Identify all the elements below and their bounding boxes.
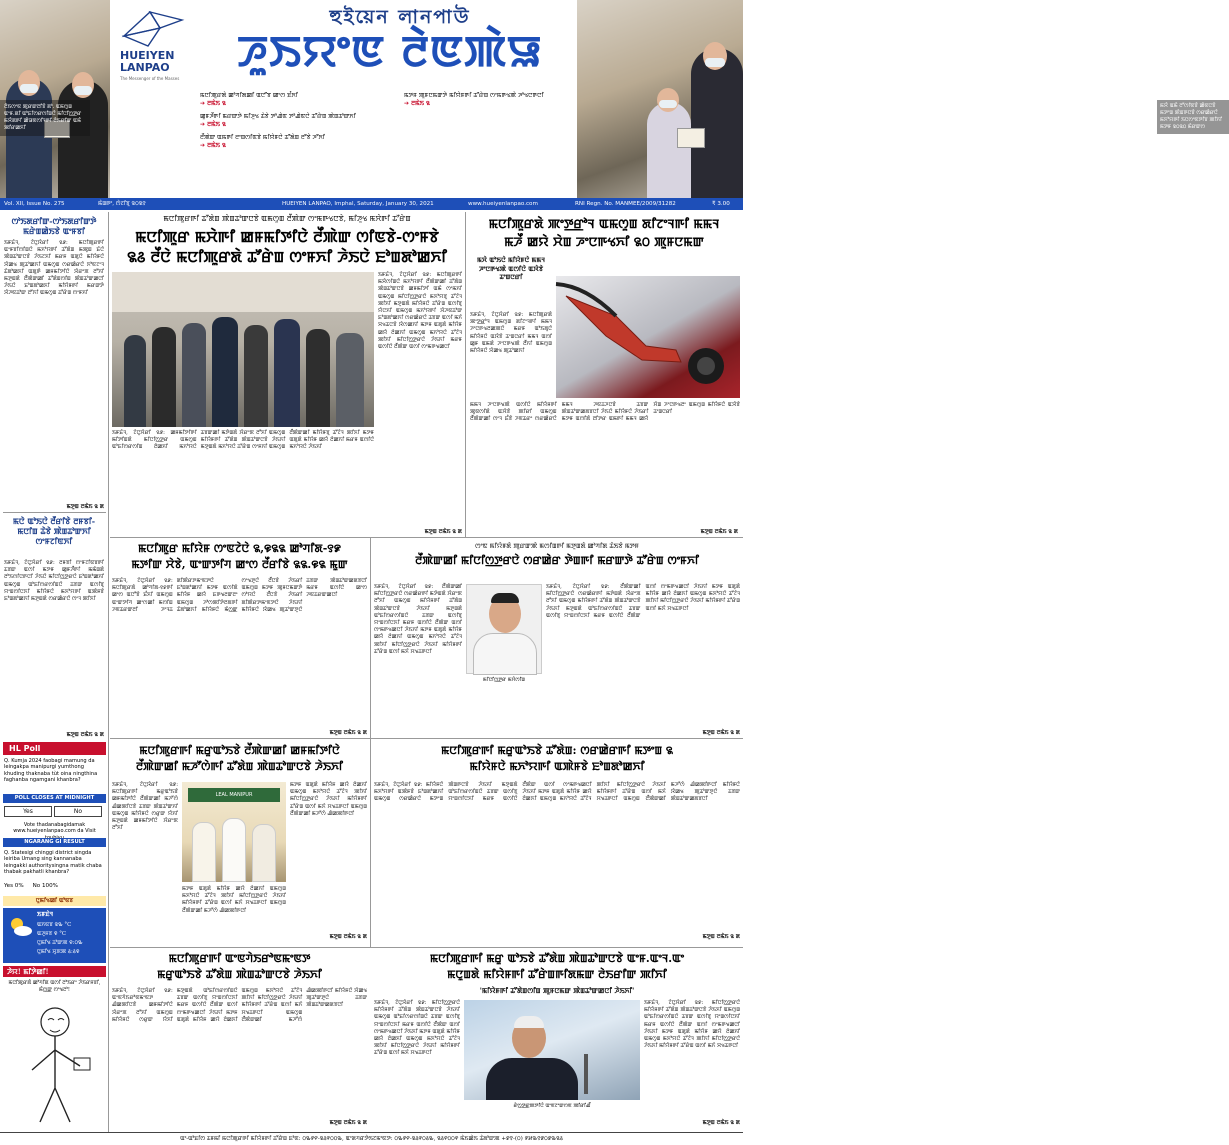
fuel-headline-2[interactable]: ꯃꯍꯩ ꯀꯌꯥ ꯆꯥꯡ ꯍꯦꯅꯒꯠꯈꯤ ꯲꯰ ꯄꯨꯝꯅꯃꯛ [504,234,704,249]
logo-block [110,0,577,198]
weather-max: ꯑꯈꯟꯕ ꯲꯳ °C [37,922,72,928]
person-figure [336,333,364,427]
sun-cloud-icon [7,914,33,940]
microphone-stand [584,1054,588,1094]
minister-caption: ꯃꯤꯅꯤꯁ꯭ꯇꯔ ꯃꯆꯥꯁꯤꯡ [483,677,525,683]
rni-number: RNI Regn. No. MANMEE/2009/31282 [575,201,676,207]
banner-text: LEAL MANIPUR [188,788,280,802]
poll-result-header: NGARANG GI RESULT [3,838,106,847]
dateline: HUEIYEN LANPAO, Imphal, Saturday, January 30, 2021 [282,201,434,207]
title-bengali: হুইয়েন লানপাউ [329,6,471,28]
website-link[interactable]: www.hueiyenlanpao.com [468,201,538,207]
president-body-right: ꯏꯝꯐꯥꯜ, ꯖꯥꯅꯨꯋꯥꯔꯤ ꯲꯹: ꯃꯤꯅꯤꯁ꯭ꯇꯔꯅꯥ ꯃꯤꯌꯥꯝꯒꯤ ꯊꯧꯗꯥꯡ ꯄꯥꯡꯊꯣꯛꯅꯕꯥ ꯍꯥꯏꯈꯤ ꯑꯃꯁꯨꯡ ꯑꯣꯐꯤꯁꯔꯁꯤꯡꯅꯥ ꯊꯕꯛ ꯑꯁꯤꯕꯨ ꯌꯦꯡꯁꯤꯅꯈꯤ ꯃꯔꯝ ꯑꯁꯤꯅꯥ ꯂꯩꯄꯥꯛ ꯑꯁꯤ ꯁꯦꯃꯒꯠꯀꯅꯤ ꯍꯥꯏꯈꯤ ꯃꯇꯝ ꯑꯗꯨꯗꯥ ꯃꯤꯌꯥꯝ ꯀꯌꯥ ꯂꯥꯀꯈꯤ ꯑꯃꯁꯨꯡ ꯃꯈꯣꯌꯅꯥ ꯊꯧꯖꯥꯜ ꯄꯤꯈꯤ ꯃꯤꯅꯤꯁ꯭ꯇꯔꯅꯥ ꯍꯥꯏꯈꯤ ꯃꯤꯌꯥꯝꯒꯤ ꯊꯧꯔꯥꯡ ꯑꯁꯤ ꯃꯈꯥ ꯆꯠꯊꯒꯅꯤ [644,1000,740,1050]
government-body: ꯏꯝꯐꯥꯜ, ꯖꯥꯅꯨꯋꯥꯔꯤ ꯲꯹: ꯃꯤꯌꯥꯝꯅꯥ ꯃꯈꯣꯌꯒꯤ ꯑꯄꯥꯝꯕꯥ ꯐꯣꯡꯗꯣꯀꯈꯤ ꯑꯃꯁꯨꯡ ꯁꯔꯀꯥꯔꯅꯥ ꯃꯇꯦꯡ ꯄꯥꯡꯒꯅꯕꯥ ꯍꯥꯏꯈꯤ ꯃꯇꯨꯡꯗꯥ ꯑꯣꯐꯤꯁꯔꯁꯤꯡꯅꯥ ꯊꯕꯛ ꯑꯁꯤꯕꯨ ꯌꯦꯡꯁꯤꯅꯈꯤ ꯃꯔꯝ ꯑꯁꯤꯅꯥ ꯂꯩꯄꯥꯛ ꯑꯁꯤ ꯁꯦꯃꯒꯠꯀꯅꯤ ꯍꯥꯏꯈꯤ ꯃꯇꯝ ꯑꯗꯨꯗꯥ ꯃꯤꯌꯥꯝ ꯀꯌꯥ ꯂꯥꯀꯈꯤ ꯑꯃꯁꯨꯡ ꯃꯈꯣꯌꯅꯥ ꯊꯧꯖꯥꯜ ꯄꯤꯈꯤ ꯃꯤꯅꯤꯁ꯭ꯇꯔꯅꯥ ꯍꯥꯏꯈꯤ ꯃꯤꯌꯥꯝꯒꯤ ꯊꯧꯔꯥꯡ ꯑꯁꯤ ꯃꯈꯥ ꯆꯠꯊꯒꯅꯤ ꯑꯃꯁꯨꯡ ꯂꯩꯄꯥꯛꯀꯤ ꯃꯍꯧꯁꯥ ꯉꯥꯀꯄꯤꯒꯅꯤ ꯃꯤꯌꯥꯝꯅꯥ ꯋꯥꯀꯠ ꯄꯨꯊꯣꯛꯇꯨꯅꯥ ꯊꯕꯛ ꯄꯥꯡꯊꯣꯛꯀꯗꯕꯅꯤ [374,782,740,803]
face-mask [659,100,677,108]
continued-label[interactable]: ꯃꯇꯨꯡ ꯂꯃꯥꯏ ꯲ ꯗ [66,732,104,738]
president-body-left: ꯏꯝꯐꯥꯜ, ꯖꯥꯅꯨꯋꯥꯔꯤ ꯲꯹: ꯃꯤꯅꯤꯁ꯭ꯇꯔꯅꯥ ꯃꯤꯌꯥꯝꯒꯤ ꯊꯧꯗꯥꯡ ꯄꯥꯡꯊꯣꯛꯅꯕꯥ ꯍꯥꯏꯈꯤ ꯑꯃꯁꯨꯡ ꯑꯣꯐꯤꯁꯔꯁꯤꯡꯅꯥ ꯊꯕꯛ ꯑꯁꯤꯕꯨ ꯌꯦꯡꯁꯤꯅꯈꯤ ꯃꯔꯝ ꯑꯁꯤꯅꯥ ꯂꯩꯄꯥꯛ ꯑꯁꯤ ꯁꯦꯃꯒꯠꯀꯅꯤ ꯍꯥꯏꯈꯤ ꯃꯇꯝ ꯑꯗꯨꯗꯥ ꯃꯤꯌꯥꯝ ꯀꯌꯥ ꯂꯥꯀꯈꯤ ꯑꯃꯁꯨꯡ ꯃꯈꯣꯌꯅꯥ ꯊꯧꯖꯥꯜ ꯄꯤꯈꯤ ꯃꯤꯅꯤꯁ꯭ꯇꯔꯅꯥ ꯍꯥꯏꯈꯤ ꯃꯤꯌꯥꯝꯒꯤ ꯊꯧꯔꯥꯡ ꯑꯁꯤ ꯃꯈꯥ ꯆꯠꯊꯒꯅꯤ [374,1000,460,1057]
fuel-body: ꯃꯃꯜ ꯍꯦꯅꯒꯠꯄꯥ ꯑꯁꯤꯅꯥ ꯃꯤꯌꯥꯝꯒꯤ ꯄꯨꯟꯁꯤꯗꯥ ꯑꯋꯥꯕꯥ ꯄꯤꯔꯤ ꯑꯃꯁꯨꯡ ꯂꯩꯄꯥꯛꯀꯤ ꯁꯦꯜ ꯐꯪꯕꯥ ꯍꯟꯊꯔꯦ ꯁꯔꯀꯥꯔꯅꯥ ꯃꯃꯜ ꯍꯟꯊꯍꯅꯕꯥ ꯊꯕꯛ ꯄꯥꯡꯊꯣꯛꯀꯗꯕꯅꯤ ꯍꯥꯏꯅꯥ ꯃꯤꯌꯥꯝꯅꯥ ꯍꯥꯏꯔꯤ ꯃꯇꯝ ꯑꯁꯤꯗꯥ ꯂꯤꯇꯔ ꯑꯃꯒꯤ ꯃꯃꯜ ꯀꯌꯥ ꯆꯥꯡ ꯍꯦꯅꯒꯠꯂꯦ ꯑꯃꯁꯨꯡ ꯃꯤꯌꯥꯝꯅꯥ ꯑꯋꯥꯕꯥ ꯊꯦꯡꯅꯔꯤ [470,402,740,423]
origami-bird-icon [120,6,186,50]
committee-body-right: ꯃꯇꯝ ꯑꯗꯨꯗꯥ ꯃꯤꯌꯥꯝ ꯀꯌꯥ ꯂꯥꯀꯈꯤ ꯑꯃꯁꯨꯡ ꯃꯈꯣꯌꯅꯥ ꯊꯧꯖꯥꯜ ꯄꯤꯈꯤ ꯃꯤꯅꯤꯁ꯭ꯇꯔꯅꯥ ꯍꯥꯏꯈꯤ ꯃꯤꯌꯥꯝꯒꯤ ꯊꯧꯔꯥꯡ ꯑꯁꯤ ꯃꯈꯥ ꯆꯠꯊꯒꯅꯤ ꯑꯃꯁꯨꯡ ꯂꯩꯄꯥꯛꯀꯤ ꯃꯍꯧꯁꯥ ꯉꯥꯀꯄꯤꯒꯅꯤ [290,782,367,817]
fuel-headline-1[interactable]: ꯃꯅꯤꯄꯨꯔꯗꯥ ꯄꯦꯇ꯭ꯔꯣꯜ ꯑꯃꯁꯨꯡ ꯗꯤꯖꯦꯜꯒꯤ ꯃꯃꯜ [488,216,720,231]
teaser-item[interactable] [200,113,398,129]
poll-result-no: No 100% [32,883,58,889]
weather-min: ꯑꯍꯨꯝꯕ ꯶ °C [37,931,67,937]
covid-headline-1[interactable]: ꯃꯅꯤꯄꯨꯔ ꯃꯤꯌꯥꯝ ꯁꯦꯟꯖꯥꯅꯥ ꯲,꯶꯲꯲ ꯀꯣꯚꯤꯗ-꯱꯹ [138,542,341,555]
face-mask [705,58,725,67]
story-body: ꯏꯝꯐꯥꯜ, ꯖꯥꯅꯨꯋꯥꯔꯤ ꯲꯹: ꯂꯝꯕꯤ ꯁꯦꯝꯖꯤꯟꯕꯒꯤ ꯊꯕꯛ ꯑꯁꯤ ꯃꯇꯝ ꯀꯨꯝꯍꯩꯒꯤ ꯃꯃꯥꯡꯗꯥ ꯂꯣꯏꯁꯤꯅꯒꯅꯤ ꯍꯥꯏꯅꯥ ꯃꯤꯅꯤꯁ꯭ꯇꯔꯅꯥ ꯐꯣꯡꯗꯣꯀꯈꯤ ꯑꯃꯁꯨꯡ ꯑꯣꯐꯤꯁꯔꯁꯤꯡꯅꯥ ꯊꯕꯛ ꯑꯁꯤꯕꯨ ꯌꯦꯡꯁꯤꯅꯈꯤ ꯃꯤꯌꯥꯝꯅꯥ ꯃꯈꯣꯌꯒꯤ ꯑꯄꯥꯝꯕꯥ ꯐꯣꯡꯗꯣꯀꯈꯤ ꯃꯇꯨꯡꯗꯥ ꯁꯔꯀꯥꯔꯅꯥ ꯁꯦꯜ ꯄꯤꯈꯤ [4,560,104,603]
teaser-right: ꯃꯆꯥ ꯑꯃꯥ ꯂꯧꯁꯤꯟꯕꯥ ꯀꯥꯟꯅꯕꯥ ꯃꯇꯦꯡ ꯄꯥꯡꯒꯅꯕꯥ ꯁꯔꯀꯥꯔꯅꯥ ꯃꯈꯣꯌꯒꯤ ꯏꯅꯁꯦꯟꯇꯤꯕ ꯄꯤꯈꯤ ꯃꯇꯝ ꯲꯰꯲꯰ ꯃꯥꯔꯛꯁ [1157,100,1229,134]
story-body: ꯏꯝꯐꯥꯜ, ꯖꯥꯅꯨꯋꯥꯔꯤ ꯲꯹: ꯃꯅꯤꯄꯨꯔꯒꯤ ꯑꯦꯝꯕꯤꯁꯤꯡꯅꯥ ꯃꯈꯣꯌꯒꯤ ꯊꯧꯗꯥꯡ ꯃꯄꯨꯡ ꯐꯥꯅꯥ ꯄꯥꯡꯊꯣꯛꯅꯕꯥ ꯍꯥꯏꯖꯈꯤ ꯃꯔꯝ ꯑꯗꯨꯅꯥ ꯃꯤꯌꯥꯝꯅꯥ ꯋꯥꯀꯠ ꯄꯨꯊꯣꯀꯈꯤ ꯑꯃꯁꯨꯡ ꯁꯔꯀꯥꯔꯅꯥ ꯈꯣꯟꯖꯦꯜ ꯊꯥꯗꯣꯀꯈꯤ ꯑꯗꯨꯒꯥ ꯀꯝꯃꯤꯇꯤꯅꯥ ꯋꯥꯔꯦꯞ ꯂꯧꯈꯤ ꯃꯇꯨꯡꯗꯥ ꯂꯩꯄꯥꯛꯀꯤ ꯊꯧꯗꯥꯡꯁꯤꯡ ꯄꯥꯡꯊꯣꯛꯀꯅꯤ ꯍꯥꯏꯅꯥ ꯐꯣꯡꯗꯣꯀꯈꯤ ꯃꯤꯌꯥꯝꯒꯤ ꯃꯔꯛꯇꯥ ꯋꯥꯍꯟꯊꯣꯛ ꯂꯧꯈꯤ ꯑꯃꯁꯨꯡ ꯊꯧꯔꯥꯡ ꯁꯦꯝꯈꯤ [4,240,104,297]
teaser-see-page: ➔ ꯂꯃꯥꯏ ꯲ [200,142,226,149]
committee-headline-1[interactable]: ꯃꯅꯤꯄꯨꯔꯒꯤ ꯃꯔꯨꯑꯣꯏꯕꯥ ꯂꯩꯄꯥꯛꯀꯤ ꯀꯝꯃꯤꯇꯤꯅꯥ [139,744,340,757]
environment-headline-1[interactable]: ꯃꯅꯤꯄꯨꯔꯒꯤ ꯑꯦꯟꯚꯥꯏꯔꯣꯟꯃꯦꯟꯇ [168,952,311,965]
teaser-item[interactable] [404,92,574,108]
cartoon-figure-icon [10,1000,100,1128]
column-divider [465,212,466,537]
lead-body-bottom: ꯏꯝꯐꯥꯜ, ꯖꯥꯅꯨꯋꯥꯔꯤ ꯲꯹: ꯀꯝꯃꯤꯇꯤꯒꯤ ꯃꯤꯇꯤꯡꯗꯥ ꯃꯤꯅꯤꯁ꯭ꯇꯔ ꯑꯃꯁꯨꯡ ꯑꯣꯐꯤꯁꯔꯁꯤꯡ ꯂꯥꯀꯈꯤ ꯃꯈꯣꯌꯅꯥ ꯊꯕꯛꯀꯤ ꯃꯇꯥꯡꯗꯥ ꯋꯥꯔꯦꯞ ꯂꯧꯈꯤ ꯑꯃꯁꯨꯡ ꯃꯤꯌꯥꯝꯒꯤ ꯊꯧꯗꯥꯡ ꯄꯥꯡꯊꯣꯛꯅꯕꯥ ꯍꯥꯏꯈꯤ ꯃꯇꯨꯡꯗꯥ ꯃꯈꯣꯌꯅꯥ ꯊꯧꯔꯥꯡ ꯁꯦꯝꯈꯤ ꯑꯃꯁꯨꯡ ꯂꯩꯄꯥꯛꯀꯤ ꯃꯤꯌꯥꯝꯕꯨ ꯊꯧꯖꯥꯜ ꯄꯤꯈꯤ ꯃꯇꯝ ꯑꯗꯨꯗꯥ ꯃꯤꯌꯥꯝ ꯀꯌꯥ ꯂꯥꯀꯈꯤ ꯃꯔꯝ ꯑꯁꯤꯅꯥ ꯃꯈꯣꯌꯅꯥ ꯍꯥꯏꯈꯤ [112,430,374,451]
person-figure [647,102,691,198]
minister-body-right: ꯏꯝꯐꯥꯜ, ꯖꯥꯅꯨꯋꯥꯔꯤ ꯲꯹: ꯂꯩꯄꯥꯛꯀꯤ ꯃꯤꯅꯤꯁ꯭ꯇꯔꯅꯥ ꯁꯔꯀꯥꯔꯒꯤ ꯃꯇꯥꯡꯗꯥ ꯋꯥꯔꯦꯞ ꯂꯧꯈꯤ ꯑꯃꯁꯨꯡ ꯃꯤꯌꯥꯝꯒꯤ ꯊꯧꯗꯥꯡ ꯄꯥꯡꯊꯣꯛꯅꯕꯥ ꯍꯥꯏꯈꯤ ꯃꯇꯨꯡꯗꯥ ꯑꯣꯐꯤꯁꯔꯁꯤꯡꯅꯥ ꯊꯕꯛ ꯑꯁꯤꯕꯨ ꯌꯦꯡꯁꯤꯅꯈꯤ ꯃꯔꯝ ꯑꯁꯤꯅꯥ ꯂꯩꯄꯥꯛ ꯑꯁꯤ ꯁꯦꯃꯒꯠꯀꯅꯤ ꯍꯥꯏꯈꯤ ꯃꯇꯝ ꯑꯗꯨꯗꯥ ꯃꯤꯌꯥꯝ ꯀꯌꯥ ꯂꯥꯀꯈꯤ ꯑꯃꯁꯨꯡ ꯃꯈꯣꯌꯅꯥ ꯊꯧꯖꯥꯜ ꯄꯤꯈꯤ ꯃꯤꯅꯤꯁ꯭ꯇꯔꯅꯥ ꯍꯥꯏꯈꯤ ꯃꯤꯌꯥꯝꯒꯤ ꯊꯧꯔꯥꯡ ꯑꯁꯤ ꯃꯈꯥ ꯆꯠꯊꯒꯅꯤ [546,584,740,619]
minister-kicker: ꯁꯦꯟ ꯃꯤꯌꯥꯝꯗꯥ ꯄꯨꯔꯛꯄꯥ ꯃꯁꯤꯡꯒꯤ ꯃꯇꯨꯡꯗꯥ ꯀꯣꯚꯤꯗ ꯊꯥꯏꯕꯥ ꯃꯇꯝ [475,542,639,550]
photo-tent [112,272,374,312]
continued-label[interactable]: ꯃꯇꯨꯡ ꯂꯃꯥꯏ ꯲ ꯗ [702,934,740,940]
lead-kicker: ꯃꯅꯤꯄꯨꯔꯒꯤ ꯊꯧꯗꯥꯡ ꯄꯥꯡꯊꯣꯛꯅꯕꯥ ꯑꯃꯁꯨꯡ ꯂꯩꯄꯥꯛ ꯁꯦꯃꯒꯠꯅꯕꯥ, ꯃꯤꯍꯨꯠ ꯃꯆꯥꯒꯤ ꯊꯧꯔꯥꯡ [163,214,411,223]
person-figure [6,78,52,198]
teaser-left: ꯂꯥꯏꯁꯦꯟ ꯄꯨꯔꯛꯂꯤꯕꯥ ꯗꯣ. ꯑꯃꯁꯨꯡ ꯑꯦꯝ.ꯗꯤ ꯑꯣꯐꯤꯁꯔꯁꯤꯡꯅꯥ ꯃꯤꯅꯤꯁ꯭ꯇꯔ ꯃꯆꯥꯗꯒꯤ ꯀꯥꯎꯟꯁꯤꯜꯒꯤ ꯂꯥꯏꯔꯤꯛ ꯑꯃꯥ ꯄꯤꯔꯀꯈꯤ [0,100,90,136]
teaser-item[interactable] [200,134,398,150]
poll-yes-option[interactable]: Yes [4,806,52,817]
person-figure [244,325,268,427]
person-figure [306,329,330,427]
person-figure [274,319,300,427]
environment-body: ꯏꯝꯐꯥꯜ, ꯖꯥꯅꯨꯋꯥꯔꯤ ꯲꯹: ꯑꯦꯟꯚꯥꯏꯔꯣꯟꯃꯦꯟꯇ ꯉꯥꯀꯄꯤꯅꯕꯥ ꯀꯝꯃꯤꯇꯤꯅꯥ ꯋꯥꯔꯦꯞ ꯂꯧꯈꯤ ꯑꯃꯁꯨꯡ ꯃꯤꯌꯥꯝꯅꯥ ꯁꯔꯨꯛ ꯌꯥꯈꯤ ꯃꯇꯨꯡꯗꯥ ꯑꯣꯐꯤꯁꯔꯁꯤꯡꯅꯥ ꯊꯕꯛ ꯑꯁꯤꯕꯨ ꯌꯦꯡꯁꯤꯅꯈꯤ ꯃꯔꯝ ꯑꯁꯤꯅꯥ ꯂꯩꯄꯥꯛ ꯑꯁꯤ ꯁꯦꯃꯒꯠꯀꯅꯤ ꯍꯥꯏꯈꯤ ꯃꯇꯝ ꯑꯗꯨꯗꯥ ꯃꯤꯌꯥꯝ ꯀꯌꯥ ꯂꯥꯀꯈꯤ ꯑꯃꯁꯨꯡ ꯃꯈꯣꯌꯅꯥ ꯊꯧꯖꯥꯜ ꯄꯤꯈꯤ ꯃꯤꯅꯤꯁ꯭ꯇꯔꯅꯥ ꯍꯥꯏꯈꯤ ꯃꯤꯌꯥꯝꯒꯤ ꯊꯧꯔꯥꯡ ꯑꯁꯤ ꯃꯈꯥ ꯆꯠꯊꯒꯅꯤ ꯑꯃꯁꯨꯡ ꯂꯩꯄꯥꯛꯀꯤ ꯃꯍꯧꯁꯥ ꯉꯥꯀꯄꯤꯒꯅꯤ ꯃꯤꯌꯥꯝꯅꯥ ꯋꯥꯀꯠ ꯄꯨꯊꯣꯛꯇꯨꯅꯥ ꯊꯕꯛ ꯄꯥꯡꯊꯣꯛꯀꯗꯕꯅꯤ [112,988,367,1023]
row-divider [110,738,743,739]
committee-body-bottom: ꯃꯇꯝ ꯑꯗꯨꯗꯥ ꯃꯤꯌꯥꯝ ꯀꯌꯥ ꯂꯥꯀꯈꯤ ꯑꯃꯁꯨꯡ ꯃꯈꯣꯌꯅꯥ ꯊꯧꯖꯥꯜ ꯄꯤꯈꯤ ꯃꯤꯅꯤꯁ꯭ꯇꯔꯅꯥ ꯍꯥꯏꯈꯤ ꯃꯤꯌꯥꯝꯒꯤ ꯊꯧꯔꯥꯡ ꯑꯁꯤ ꯃꯈꯥ ꯆꯠꯊꯒꯅꯤ ꯑꯃꯁꯨꯡ ꯂꯩꯄꯥꯛꯀꯤ ꯃꯍꯧꯁꯥ ꯉꯥꯀꯄꯤꯒꯅꯤ [182,886,286,914]
continued-label[interactable]: ꯃꯇꯨꯡ ꯂꯃꯥꯏ ꯲ ꯗ [700,529,738,535]
brand-tagline: The Messenger of the Masses [120,76,180,81]
column-divider [370,537,371,947]
continued-label[interactable]: ꯃꯇꯨꯡ ꯂꯃꯥꯏ ꯲ ꯗ [702,1120,740,1126]
masthead [0,0,1223,198]
continued-label[interactable]: ꯃꯇꯨꯡ ꯂꯃꯥꯏ ꯲ ꯗ [66,504,104,510]
teaser-see-page: ➔ ꯂꯃꯥꯏ ꯲ [404,100,430,107]
continued-label[interactable]: ꯃꯇꯨꯡ ꯂꯃꯥꯏ ꯲ ꯗ [329,730,367,736]
sunrise-time: ꯅꯨꯃꯤꯠ ꯊꯣꯛꯄ ꯶:꯰꯳ [37,940,83,946]
continued-label[interactable]: ꯃꯇꯨꯡ ꯂꯃꯥꯏ ꯲ ꯗ [424,529,462,535]
fuel-nozzle-icon [556,276,740,398]
weather-location: ꯏꯝꯐꯥꯜ [37,911,54,918]
poll-no-option[interactable]: No [54,806,102,817]
divider [3,512,106,513]
government-headline-1[interactable]: ꯃꯅꯤꯄꯨꯔꯒꯤ ꯃꯔꯨꯑꯣꯏꯕꯥ ꯊꯧꯗꯥꯡ: ꯁꯔꯀꯥꯔꯒꯤ ꯃꯇꯦꯡ ꯲ [440,744,674,757]
government-headline-2[interactable]: ꯃꯤꯌꯥꯝꯅꯥ ꯃꯈꯣꯌꯒꯤ ꯑꯄꯥꯝꯕꯥ ꯐꯣꯡꯗꯣꯀꯈꯤ [469,760,645,773]
masthead-photo-left [0,0,110,198]
poll-vote-instruction[interactable]: Vote thadanabagidamak www.hueiyenlanpao.com da Visit [13,822,96,835]
face-mask [20,84,38,93]
person-figure [691,48,743,198]
price: ₹ 3.00 [712,201,730,207]
teaser-text: ꯃꯇꯝ ꯄꯨꯝꯅꯃꯛꯇꯥ ꯃꯤꯌꯥꯝꯒꯤ ꯊꯧꯔꯥꯡ ꯁꯦꯃꯒꯠꯄꯥ ꯍꯣꯠꯅꯒꯅꯤ [404,92,544,99]
row-divider [110,537,743,538]
covid-headline-2[interactable]: ꯃꯇꯤꯛ ꯆꯥꯕꯥ, ꯑꯦꯛꯇꯤꯚ ꯀꯦꯁ ꯂꯩꯔꯤꯕꯥ ꯲꯲.꯶꯲ ꯃꯨꯛ [131,558,348,571]
president-photo [464,1000,640,1100]
president-caption: ꯔꯥꯁ꯭ꯇ꯭ꯔꯄꯇꯤꯅꯥ ꯑꯦꯟꯖꯦꯛꯁꯟ ꯄꯤꯔꯤꯉꯩ [513,1103,591,1109]
president-headline-2[interactable]: ꯃꯅꯨꯡꯗꯥ ꯃꯤꯌꯥꯝꯒꯤ ꯊꯧꯔꯥꯡꯒꯤꯗꯃꯛ ꯂꯥꯏꯔꯤꯛ ꯄꯤꯈꯤ [447,968,667,981]
continued-label[interactable]: ꯃꯇꯨꯡ ꯂꯃꯥꯏ ꯲ ꯗ [329,1120,367,1126]
certificate [677,128,705,148]
continued-label[interactable]: ꯃꯇꯨꯡ ꯂꯃꯥꯏ ꯲ ꯗ [329,934,367,940]
poll-result-question: Q. Statesigi chinggi district singda leiriba Umang sing kannanaba leingakki authoritysingna matik chaba thabak pakhatli khanbra? [4,850,102,876]
poll-closes-banner: POLL CLOSES AT MIDNIGHT [3,794,106,803]
portrait-body [473,633,537,675]
person-figure [192,822,216,882]
local-date: ꯃꯥꯡꯒꯦ, ꯁꯥꯖꯤꯕꯨ ꯲꯰꯲꯱ [98,201,146,207]
person-figure [222,818,246,882]
lead-headline-1[interactable]: ꯃꯅꯤꯄꯨꯔ ꯃꯆꯥꯒꯤ ꯀꯝꯃꯤꯇꯤꯅꯥ ꯂꯩꯄꯥꯛ ꯁꯤꯟꯕꯥ-ꯁꯦꯝꯕꯥ [135,228,439,246]
story-headline[interactable]: ꯁꯣꯏꯗꯔꯤꯛ-ꯁꯣꯏꯗꯔꯤꯛꯇꯥ ꯃꯔꯥꯡꯀꯥꯏꯕꯥ ꯑꯦꯝꯕꯤ [11,216,97,236]
person-figure [252,824,276,882]
teaser-text: ꯀꯨꯝꯍꯩꯒꯤ ꯃꯔꯛꯇꯥ ꯃꯤꯍꯨꯠ ꯊꯥꯕꯥ ꯇꯣꯉꯥꯟ ꯇꯣꯉꯥꯟꯅꯥ ꯊꯧꯔꯥꯡ ꯄꯥꯡꯊꯣꯛꯈꯤ [200,113,356,120]
poll-question: Q. Kumja 2024 faobagi mamung da leingakpa manipurgi yumthong khuding thaknaba tùt oina ningthina faghanba ngamgani khanbra? [4,758,98,784]
person-figure [152,327,176,427]
fuel-pump-photo [556,276,740,398]
committee-body-left: ꯏꯝꯐꯥꯜ, ꯖꯥꯅꯨꯋꯥꯔꯤ ꯲꯹: ꯃꯅꯤꯄꯨꯔꯒꯤ ꯃꯔꯨꯑꯣꯏꯕꯥ ꯀꯝꯃꯤꯇꯤꯅꯥ ꯂꯩꯄꯥꯛꯀꯤ ꯃꯍꯧꯁꯥ ꯉꯥꯀꯄꯤꯅꯕꯥ ꯊꯕꯛ ꯄꯥꯡꯊꯣꯛꯈꯤ ꯑꯃꯁꯨꯡ ꯃꯤꯌꯥꯝꯅꯥ ꯁꯔꯨꯛ ꯌꯥꯈꯤ ꯃꯇꯨꯡꯗꯥ ꯀꯝꯃꯤꯇꯤꯅꯥ ꯋꯥꯔꯦꯞ ꯂꯧꯈꯤ [112,782,178,832]
teaser-see-page: ➔ ꯂꯃꯥꯏ ꯲ [200,121,226,128]
committee-photo [182,782,286,882]
masthead-photo-right [577,0,1223,198]
lead-photo [112,272,374,427]
poll-header: HL Poll [3,742,106,755]
teaser-text: ꯂꯩꯄꯥꯛ ꯑꯃꯒꯤ ꯂꯦꯡꯁꯤꯟꯕꯥ ꯃꯤꯌꯥꯝꯅꯥ ꯊꯧꯗꯥꯡ ꯂꯧꯕꯥ ꯍꯧꯈꯤ [200,134,325,141]
weather-box [3,908,106,963]
person-figure [212,317,238,427]
story-headline[interactable]: ꯃꯅꯥ ꯑꯣꯏꯅꯥ ꯂꯩꯔꯤꯕꯥ ꯂꯝꯕꯤ-ꯃꯅꯤꯡ ꯊꯥꯕꯥ ꯄꯥꯡꯊꯣꯛꯈꯤ ꯁꯦꯝꯖꯤꯟꯈꯤ [12,516,96,546]
committee-headline-2[interactable]: ꯂꯩꯄꯥꯛꯀꯤ ꯃꯍꯧꯁꯥꯒꯤ ꯊꯧꯗꯥꯡ ꯄꯥꯡꯊꯣꯛꯅꯕꯥ ꯍꯥꯏꯈꯤ [136,760,343,773]
fuel-body-left: ꯏꯝꯐꯥꯜ, ꯖꯥꯅꯨꯋꯥꯔꯤ ꯲꯹: ꯃꯅꯤꯄꯨꯔꯗꯥ ꯄꯦꯇ꯭ꯔꯣꯜ ꯑꯃꯁꯨꯡ ꯗꯤꯖꯦꯜꯒꯤ ꯃꯃꯜ ꯍꯦꯅꯒꯠꯂꯀꯄꯅꯥ ꯃꯔꯝ ꯑꯣꯏꯗꯨꯅꯥ ꯃꯤꯌꯥꯝꯅꯥ ꯑꯋꯥꯕꯥ ꯊꯦꯡꯅꯔꯤ ꯃꯃꯜ ꯑꯁꯤ ꯀꯨꯝ ꯑꯃꯗꯥ ꯍꯦꯅꯒꯠꯄꯥ ꯂꯩꯈꯤ ꯑꯃꯁꯨꯡ ꯃꯤꯌꯥꯝꯅꯥ ꯋꯥꯀꯠ ꯄꯨꯊꯣꯀꯈꯤ [470,312,552,355]
person-hair [514,1016,544,1028]
lead-body-right: ꯏꯝꯐꯥꯜ, ꯖꯥꯅꯨꯋꯥꯔꯤ ꯲꯹: ꯃꯅꯤꯄꯨꯔꯒꯤ ꯃꯆꯥꯁꯤꯡꯅꯥ ꯃꯈꯣꯌꯒꯤ ꯂꯩꯄꯥꯛꯀꯤ ꯊꯧꯗꯥꯡ ꯄꯥꯡꯊꯣꯛꯅꯕꯥ ꯀꯝꯃꯤꯇꯤ ꯑꯃꯥ ꯁꯦꯃꯈꯤ ꯑꯃꯁꯨꯡ ꯃꯤꯅꯤꯁ꯭ꯇꯔꯅꯥ ꯃꯈꯣꯌꯕꯨ ꯊꯧꯖꯥꯜ ꯄꯤꯈꯤ ꯃꯇꯨꯡꯗꯥ ꯃꯤꯌꯥꯝꯅꯥ ꯊꯧꯔꯥꯡ ꯑꯁꯤꯕꯨ ꯌꯥꯅꯈꯤ ꯑꯃꯁꯨꯡ ꯃꯈꯣꯌꯒꯤ ꯋꯥꯍꯟꯊꯣꯛ ꯐꯣꯡꯗꯣꯀꯈꯤ ꯁꯔꯀꯥꯔꯅꯥ ꯊꯕꯛ ꯑꯁꯤ ꯃꯈꯥ ꯆꯠꯊꯅꯕꯥ ꯋꯥꯁꯀꯈꯤ ꯃꯇꯝ ꯑꯗꯨꯗꯥ ꯃꯤꯌꯥꯝ ꯀꯌꯥ ꯂꯥꯀꯈꯤ ꯑꯃꯁꯨꯡ ꯃꯈꯣꯌꯅꯥ ꯊꯧꯖꯥꯜ ꯄꯤꯈꯤ ꯃꯤꯅꯤꯁ꯭ꯇꯔꯅꯥ ꯍꯥꯏꯈꯤ ꯃꯔꯝ ꯑꯁꯤꯅꯥ ꯂꯩꯄꯥꯛ ꯑꯁꯤ ꯁꯦꯃꯒꯠꯀꯅꯤ [378,272,462,351]
page-footer: ꯑꯦ-ꯑꯣꯐꯤꯁ ꯊꯝꯃꯤ ꯃꯅꯤꯄꯨꯔꯒꯤ ꯃꯤꯌꯥꯝꯒꯤ ꯊꯧꯔꯥꯡ ꯐꯣꯟ: ꯰꯳꯸꯵-꯲꯴꯵꯰꯰꯳, ꯑꯦꯗꯚꯔꯇꯥꯏꯖꯃꯦꯟꯇ: ꯰꯳꯸꯵-꯲꯴꯵꯰꯴꯳, ꯲꯴꯵꯰꯰꯵ ꯃꯥꯏꯀꯥꯏ ꯊꯥꯗꯣꯛꯄ +꯹꯱-(꯰) ꯸꯷꯳꯱꯹꯰꯹꯳꯲꯴ [0,1132,743,1145]
row-divider [110,947,743,948]
column-divider [108,212,109,1132]
person-figure [182,323,206,427]
brand-name-en: HUEIYEN LANPAO [120,49,175,74]
teaser-item[interactable] [200,92,398,108]
president-subhead: 'ꯃꯤꯌꯥꯝꯒꯤ ꯊꯧꯗꯥꯡꯁꯤꯡ ꯄꯨꯝꯅꯃꯛ ꯄꯥꯡꯊꯣꯛꯀꯅꯤ ꯍꯥꯏꯈꯤ' [479,986,635,995]
minister-portrait [466,584,542,674]
info-bar [0,198,743,210]
teaser-text: ꯃꯅꯤꯄꯨꯔꯗꯥ ꯀꯣꯚꯤꯗꯀꯤ ꯑꯅꯧꯕ ꯀꯦꯁ ꯐꯪꯈꯤ [200,92,299,99]
cartoon-caption: ꯃꯅꯤꯄꯨꯔꯗꯥ ꯀꯣꯚꯤꯗ ꯑꯁꯤ ꯂꯣꯏꯔꯦ ꯍꯥꯏꯔꯝꯕꯤ, ꯃꯥꯁ꯭ꯛ ꯁꯦꯠꯂꯣ! [8,980,101,993]
teaser-box-left [200,92,398,155]
cartoon-header: ꯍꯥꯌ! ꯃꯤꯇꯥꯀꯤ! [3,966,106,977]
teaser-box-right [404,92,574,113]
portrait-hair [491,593,519,603]
poll-result-yes: Yes 0% [4,883,24,889]
volume-issue: Vol. XII, Issue No. 275 [4,201,65,207]
president-headline-1[interactable]: ꯃꯅꯤꯄꯨꯔꯒꯤ ꯃꯔꯨ ꯑꯣꯏꯕꯥ ꯊꯧꯗꯥꯡ ꯄꯥꯡꯊꯣꯛꯅꯕꯥ ꯑꯦꯝ.ꯑꯦꯜ.ꯑꯦ [429,952,685,965]
title-meitei: ꯍꯨꯏꯌꯦꯟ ꯂꯥꯟꯄꯥꯎ [237,27,543,77]
weather-header: ꯅꯨꯃꯤꯠꯀꯤ ꯑꯣꯟꯕ [3,896,106,906]
continued-label[interactable]: ꯃꯇꯨꯡ ꯂꯃꯥꯏ ꯲ ꯗ [702,730,740,736]
poll-result-values [4,882,105,890]
person-figure [124,335,146,427]
minister-headline[interactable]: ꯂꯩꯄꯥꯛꯀꯤ ꯃꯤꯅꯤꯁ꯭ꯇꯔꯅꯥ ꯁꯔꯀꯥꯔ ꯇꯥꯡꯒꯤ ꯃꯔꯛꯇꯥ ꯊꯧꯔꯥꯡ ꯁꯦꯝꯈꯤ [415,554,699,567]
lead-headline-2[interactable]: ꯲꯴ ꯂꯩꯅꯥ ꯃꯅꯤꯄꯨꯔꯗꯥ ꯊꯧꯔꯥꯡ ꯁꯦꯝꯈꯤ ꯍꯥꯏꯅꯥ ꯐꯣꯡꯗꯣꯀꯈꯤ [127,248,447,266]
face-mask [74,86,92,95]
environment-headline-2[interactable]: ꯃꯔꯨꯑꯣꯏꯕꯥ ꯊꯧꯗꯥꯡ ꯄꯥꯡꯊꯣꯛꯅꯕꯥ ꯍꯥꯏꯈꯤ [157,968,322,981]
teaser-see-page: ➔ ꯂꯃꯥꯏ ꯲ [200,100,226,107]
person-figure [486,1058,578,1100]
covid-body: ꯏꯝꯐꯥꯜ, ꯖꯥꯅꯨꯋꯥꯔꯤ ꯲꯹: ꯃꯅꯤꯄꯨꯔꯗꯥ ꯀꯣꯚꯤꯗ-꯱꯹ꯒꯤ ꯀꯦꯁ ꯑꯅꯧꯕꯥ ꯐꯪꯈꯤ ꯑꯃꯁꯨꯡ ꯑꯦꯛꯇꯤꯚ ꯀꯦꯁꯀꯤ ꯃꯁꯤꯡ ꯍꯟꯊꯔꯛꯂꯤ ꯍꯦꯜꯊ ꯗꯤꯄꯥꯔꯇꯃꯦꯟꯇꯅꯥ ꯐꯣꯡꯗꯣꯀꯈꯤ ꯃꯇꯝ ꯑꯁꯤꯗꯥ ꯃꯤꯌꯥꯝ ꯀꯌꯥ ꯐꯒꯠꯂꯛꯂꯦ ꯑꯃꯁꯨꯡ ꯍꯣꯁꯄꯤꯇꯥꯂꯗꯒꯤ ꯊꯥꯗꯣꯀꯈꯤ ꯃꯤꯌꯥꯝꯅꯥ ꯃꯥꯁ꯭ꯛ ꯁꯦꯠꯇꯨꯅꯥ ꯂꯩꯅꯕꯥ ꯍꯥꯏꯔꯤ ꯑꯃꯁꯨꯡ ꯃꯇꯝ ꯄꯨꯝꯅꯃꯛꯇꯥ ꯁꯣꯌꯅꯥ ꯂꯩꯅꯕꯥ ꯍꯥꯏꯔꯤ ꯗꯤꯄꯥꯔꯇꯃꯦꯟꯇꯅꯥ ꯍꯥꯏꯈꯤ ꯃꯤꯌꯥꯝꯅꯥ ꯋꯥꯀꯠ ꯄꯨꯊꯣꯛꯇꯨꯅꯥ ꯊꯕꯛ ꯄꯥꯡꯊꯣꯛꯀꯗꯕꯅꯤ ꯃꯔꯝ ꯑꯁꯤꯅꯥ ꯀꯦꯁ ꯍꯟꯊꯔꯛꯀꯅꯤ [112,578,367,613]
fuel-subhead: ꯃꯆꯥ ꯑꯣꯏꯅꯥ ꯃꯤꯌꯥꯝꯅꯥ ꯃꯃꯜ ꯍꯦꯅꯒꯠꯄꯥ ꯑꯁꯤꯅꯥ ꯑꯋꯥꯕꯥ ꯊꯦꯡꯅꯔꯤ [476,256,546,281]
minister-body-left: ꯏꯝꯐꯥꯜ, ꯖꯥꯅꯨꯋꯥꯔꯤ ꯲꯹: ꯂꯩꯄꯥꯛꯀꯤ ꯃꯤꯅꯤꯁ꯭ꯇꯔꯅꯥ ꯁꯔꯀꯥꯔꯒꯤ ꯃꯇꯥꯡꯗꯥ ꯋꯥꯔꯦꯞ ꯂꯧꯈꯤ ꯑꯃꯁꯨꯡ ꯃꯤꯌꯥꯝꯒꯤ ꯊꯧꯗꯥꯡ ꯄꯥꯡꯊꯣꯛꯅꯕꯥ ꯍꯥꯏꯈꯤ ꯃꯇꯨꯡꯗꯥ ꯑꯣꯐꯤꯁꯔꯁꯤꯡꯅꯥ ꯊꯕꯛ ꯑꯁꯤꯕꯨ ꯌꯦꯡꯁꯤꯅꯈꯤ ꯃꯔꯝ ꯑꯁꯤꯅꯥ ꯂꯩꯄꯥꯛ ꯑꯁꯤ ꯁꯦꯃꯒꯠꯀꯅꯤ ꯍꯥꯏꯈꯤ ꯃꯇꯝ ꯑꯗꯨꯗꯥ ꯃꯤꯌꯥꯝ ꯀꯌꯥ ꯂꯥꯀꯈꯤ ꯑꯃꯁꯨꯡ ꯃꯈꯣꯌꯅꯥ ꯊꯧꯖꯥꯜ ꯄꯤꯈꯤ ꯃꯤꯅꯤꯁ꯭ꯇꯔꯅꯥ ꯍꯥꯏꯈꯤ ꯃꯤꯌꯥꯝꯒꯤ ꯊꯧꯔꯥꯡ ꯑꯁꯤ ꯃꯈꯥ ꯆꯠꯊꯒꯅꯤ [374,584,462,655]
sunset-time: ꯅꯨꯃꯤꯠ ꯆꯨꯞꯄ ꯴:꯴꯶ [37,949,80,955]
